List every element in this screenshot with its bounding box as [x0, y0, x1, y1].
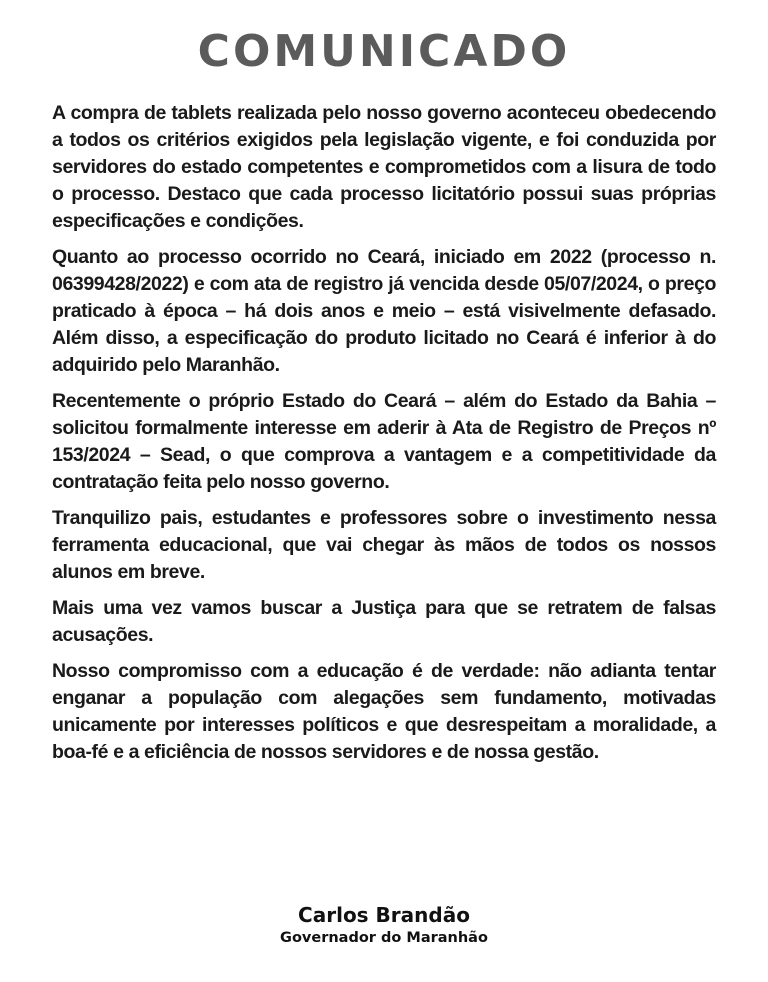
paragraph-adhesion-request: Recentemente o próprio Estado do Ceará – além do Estado da Bahia – solicitou formalmente interesse em aderir à Ata de Registro de Preços nº 153/2024 – Sead, o que comprova a vantagem e a competitividade da contratação feita pelo nosso governo. — [52, 390, 716, 493]
paragraph-legal-action: Mais uma vez vamos buscar a Justiça para que se retratem de falsas acusações. — [52, 597, 716, 646]
paragraph-ceara-process: Quanto ao processo ocorrido no Ceará, iniciado em 2022 (processo n. 06399428/2022) e com ata de registro já vencida desde 05/07/2024, o preço praticado à época – há dois anos e meio – está visivelmente defasado. Além disso, a especificação do produto licitado no Ceará é inferior à do adquirido pelo Maranhão. — [52, 246, 716, 376]
signature-role: Governador do Maranhão — [280, 930, 488, 946]
paragraph-commitment: Nosso compromisso com a educação é de verdade: não adianta tentar enganar a população com alegações sem fundamento, motivadas unicamente por interesses políticos e que desrespeitam a moralidade, a boa-fé e a eficiência de nossos servidores e de nossa gestão. — [52, 660, 716, 763]
page-title: COMUNICADO — [197, 26, 571, 77]
signature-block — [0, 902, 768, 948]
statement-body — [52, 100, 716, 775]
paragraph-purchase-compliance: A compra de tablets realizada pelo nosso governo aconteceu obedecendo a todos os critérios exigidos pela legislação vigente, e foi conduzida por servidores do estado competentes e comprometidos com a lisura de todo o processo. Destaco que cada processo licitatório possui suas próprias especificações e condições. — [52, 102, 716, 232]
paragraph-reassurance: Tranquilizo pais, estudantes e professores sobre o investimento nessa ferramenta educacional, que vai chegar às mãos de todos os nossos alunos em breve. — [52, 507, 716, 583]
signature-name: Carlos Brandão — [298, 903, 470, 927]
